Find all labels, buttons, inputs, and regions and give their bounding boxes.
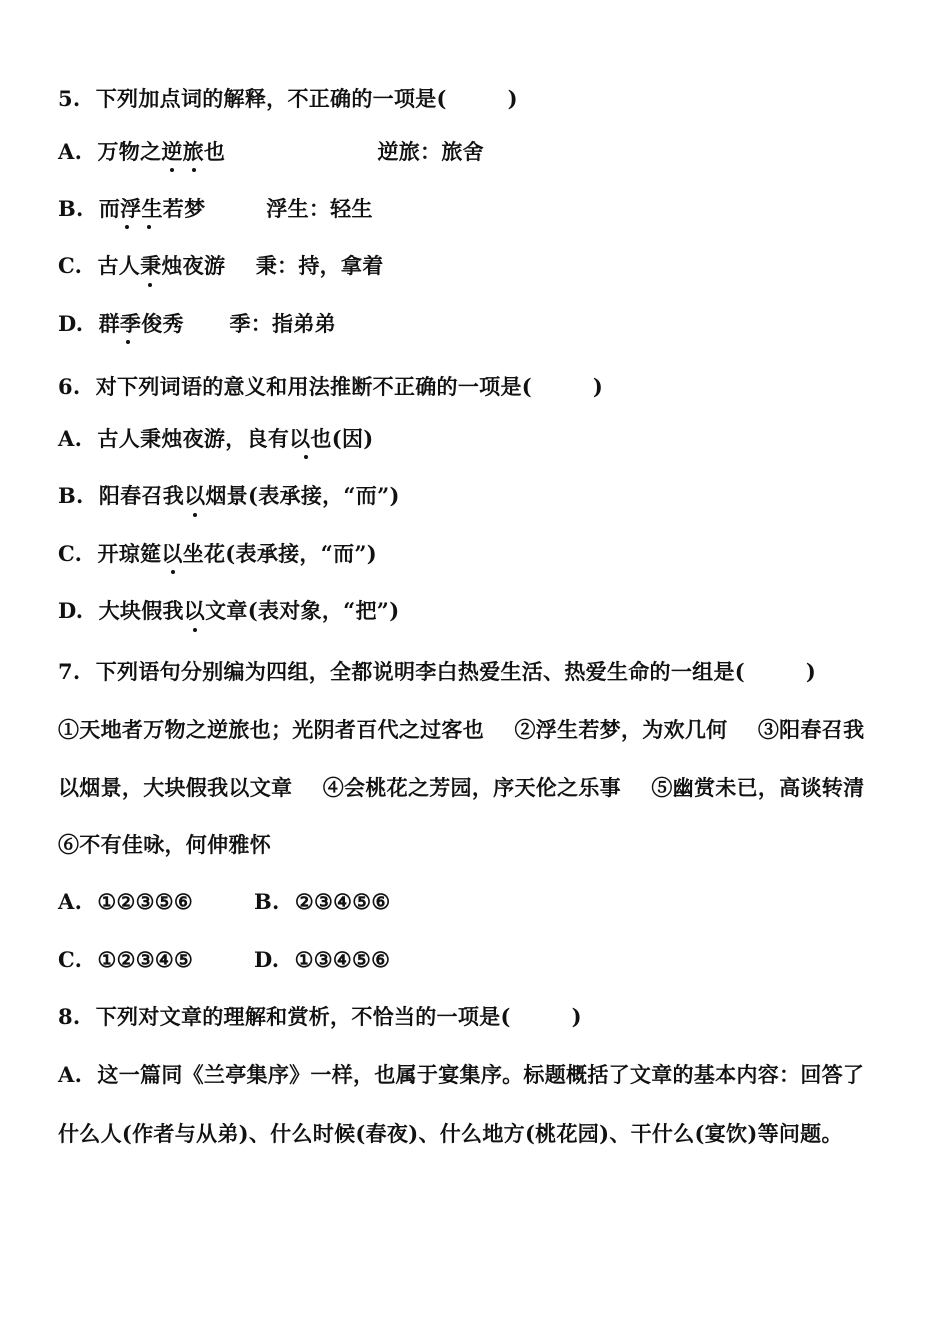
emphasis-dot	[170, 168, 174, 172]
question-6-option-b: B. 阳春召我以烟景(表承接，“而”)	[58, 483, 400, 508]
question-5-option-d: D. 群季俊秀 季：指弟弟	[58, 311, 336, 336]
question-6-stem: 6. 对下列词语的意义和用法推断不正确的一项是( )	[58, 374, 604, 399]
question-7-body-line: ①天地者万物之逆旅也；光阴者百代之过客也 ②浮生若梦，为欢几何 ③阳春召我	[58, 717, 865, 742]
question-8-option-a: A. 这一篇同《兰亭集序》一样，也属于宴集序。标题概括了文章的基本内容：回答了	[58, 1062, 865, 1087]
emphasis-dot	[147, 225, 151, 229]
emphasis-dot	[126, 340, 130, 344]
emphasis-dot	[304, 455, 308, 459]
question-6-option-c: C. 开琼筵以坐花(表承接，“而”)	[58, 541, 378, 566]
question-5-stem: 5. 下列加点词的解释，不正确的一项是( )	[58, 86, 518, 111]
emphasis-dot	[192, 168, 196, 172]
question-8-option-a-continued: 什么人(作者与从弟)、什么时候(春夜)、什么地方(桃花园)、干什么(宴饮)等问题。	[58, 1121, 843, 1146]
emphasis-dot	[125, 225, 129, 229]
emphasis-dot	[148, 283, 152, 287]
question-7-body-line: 以烟景，大块假我以文章 ④会桃花之芳园，序天伦之乐事 ⑤幽赏未已，高谈转清	[58, 775, 865, 800]
emphasis-dot	[193, 513, 197, 517]
question-8-stem: 8. 下列对文章的理解和赏析，不恰当的一项是( )	[58, 1004, 582, 1029]
question-7-options-cd: C. ①②③④⑤ D. ①③④⑤⑥	[58, 947, 391, 972]
question-5-option-a: A. 万物之逆旅也 逆旅：旅舍	[58, 139, 484, 164]
question-5-option-c: C. 古人秉烛夜游 秉：持，拿着	[58, 253, 384, 278]
question-7-options-ab: A. ①②③⑤⑥ B. ②③④⑤⑥	[58, 889, 391, 914]
emphasis-dot	[193, 628, 197, 632]
question-5-option-b: B. 而浮生若梦 浮生：轻生	[58, 196, 373, 221]
question-6-option-d: D. 大块假我以文章(表对象，“把”)	[58, 598, 400, 623]
question-7-body-line: ⑥不有佳咏，何伸雅怀	[58, 832, 271, 857]
question-6-option-a: A. 古人秉烛夜游，良有以也(因)	[58, 426, 374, 451]
emphasis-dot	[171, 570, 175, 574]
question-7-stem: 7. 下列语句分别编为四组，全都说明李白热爱生活、热爱生命的一组是( )	[58, 659, 817, 684]
